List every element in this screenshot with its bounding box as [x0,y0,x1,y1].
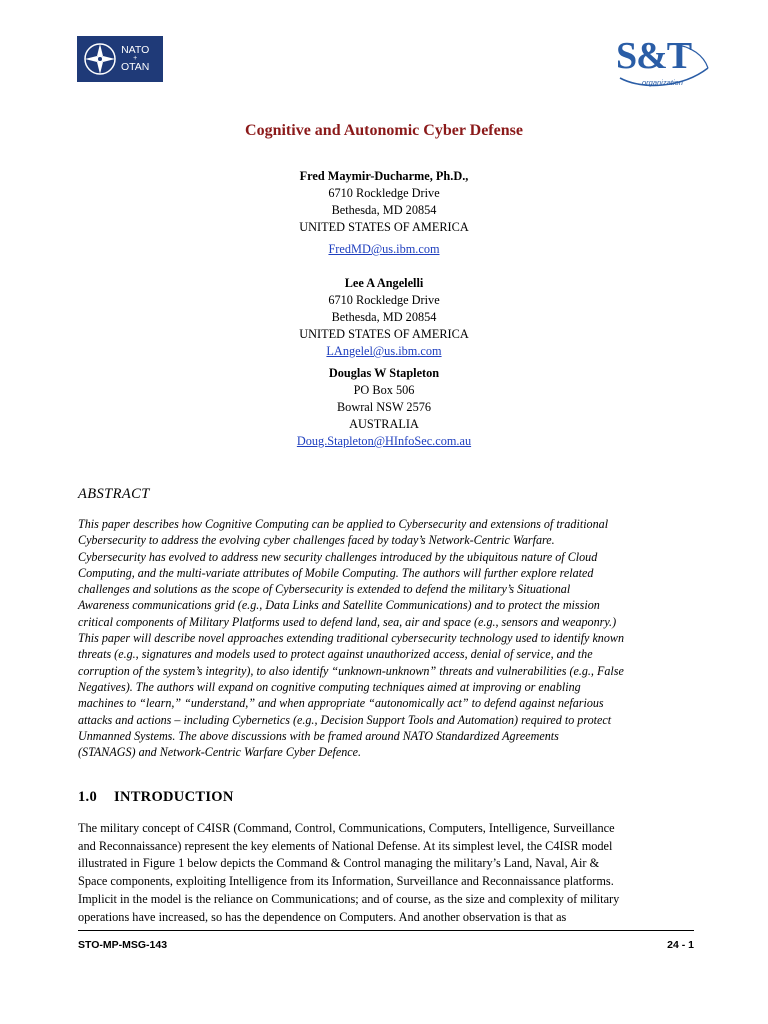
abstract-line: Negatives). The authors will expand on cognitive computing techniques aimed at improving or enabling [78,679,581,694]
section-heading-introduction [78,789,234,806]
introduction-body [78,820,694,926]
nato-logo [77,36,163,82]
nato-separator: + [133,55,138,62]
otan-word: OTAN [121,61,150,73]
body-line: The military concept of C4ISR (Command, Control, Communications, Computers, Intelligence, Surveillance [78,821,615,835]
abstract-line: (STANAGS) and Network-Centric Warfare Cyber Defence. [78,745,362,760]
abstract-line: challenges and solutions as the scope of Cybersecurity is extended to defend the military’s Situational [78,582,571,597]
sto-logo [612,34,712,92]
author-country: AUSTRALIA [349,417,419,431]
footer-document-id: STO-MP-MSG-143 [78,939,168,951]
body-line: operations have increased, so has the dependence on Computers. And another observation is that as [78,909,567,924]
body-line: Implicit in the model is the reliance on Communications; and of course, as the size and complexity of military [78,891,620,906]
section-title: INTRODUCTION [114,789,234,805]
sto-logo-letters: S&T [616,35,692,77]
body-line: and Reconnaissance) represent the key elements of National Defense. At its simplest level, the C4ISR model [78,838,613,853]
author-email-link[interactable]: LAngelel@us.ibm.com [326,344,442,358]
body-line: illustrated in Figure 1 below depicts the Command & Control managing the military’s Land, Naval, Air & [78,856,600,871]
abstract-line: critical components of Military Platforms used to defend land, sea, air and space (e.g., sensors and weaponry.) [78,614,617,629]
paper-title: Cognitive and Autonomic Cyber Defense [245,122,523,139]
author-block [0,168,768,258]
nato-logo-wordmark [121,45,149,73]
body-line: Space components, exploiting Intelligence from its Information, Surveillance and Reconnaissance platforms. [78,874,614,889]
abstract-line: corruption of the system’s integrity), to also identify “unknown-unknown” threats and vulnerabilities (e.g., False [78,663,624,678]
abstract-line: This paper describes how Cognitive Computing can be applied to Cybersecurity and extensions of traditional [78,517,609,531]
sto-logo-subtext: organization [642,78,683,87]
section-number: 1.0 [78,789,98,805]
abstract-line: Cybersecurity to address the evolving cyber challenges faced by today’s Network-Centric Warfare. [78,533,555,548]
author-block [0,275,768,360]
author-name: Douglas W Stapleton [328,366,440,380]
abstract-line: Unmanned Systems. The above discussions with be framed around NATO Standardized Agreements [78,728,559,743]
author-address-line: PO Box 506 [353,383,415,397]
footer-page-number: 24 - 1 [667,939,694,951]
nato-word: NATO [121,44,150,56]
abstract-line: attacks and actions – including Cybernetics (e.g., Decision Support Tools and Automation) required to protect [78,712,612,727]
author-address-line: Bethesda, MD 20854 [331,310,437,324]
author-address-line: Bethesda, MD 20854 [331,203,437,217]
author-block [0,365,768,450]
author-name: Fred Maymir-Ducharme, Ph.D., [299,169,469,183]
author-name: Lee A Angelelli [344,276,424,290]
abstract-line: This paper will describe novel approaches extending traditional cybersecurity technology used to identify known [78,631,625,646]
abstract-line: threats (e.g., signatures and models used to protect against unauthorized access, denial of service, and the [78,647,593,662]
footer-divider [78,930,694,931]
author-email-link[interactable]: FredMD@us.ibm.com [328,242,440,256]
abstract-line: Awareness communications grid (e.g., Data Links and Satellite Communications) and to protect the mission [78,598,600,613]
author-list [0,168,768,450]
author-country: UNITED STATES OF AMERICA [299,327,469,341]
author-address-line: 6710 Rockledge Drive [328,186,440,200]
abstract-line: Cybersecurity has evolved to address new security challenges introduced by the ubiquitous nature of Cloud [78,549,598,564]
author-country: UNITED STATES OF AMERICA [299,220,469,234]
author-address-line: Bowral NSW 2576 [336,400,432,414]
abstract-line: machines to “learn,” “understand,” and when appropriate “autonomically act” to defend against nefarious [78,696,604,711]
nato-compass-icon [82,41,118,77]
author-address-line: 6710 Rockledge Drive [328,293,440,307]
author-email-link[interactable]: Doug.Stapleton@HInfoSec.com.au [296,434,472,448]
abstract-heading: ABSTRACT [78,486,150,502]
abstract-line: Computing, and the multi-variate attributes of Mobile Computing. The authors will further explore related [78,565,594,580]
abstract-body [78,516,696,760]
